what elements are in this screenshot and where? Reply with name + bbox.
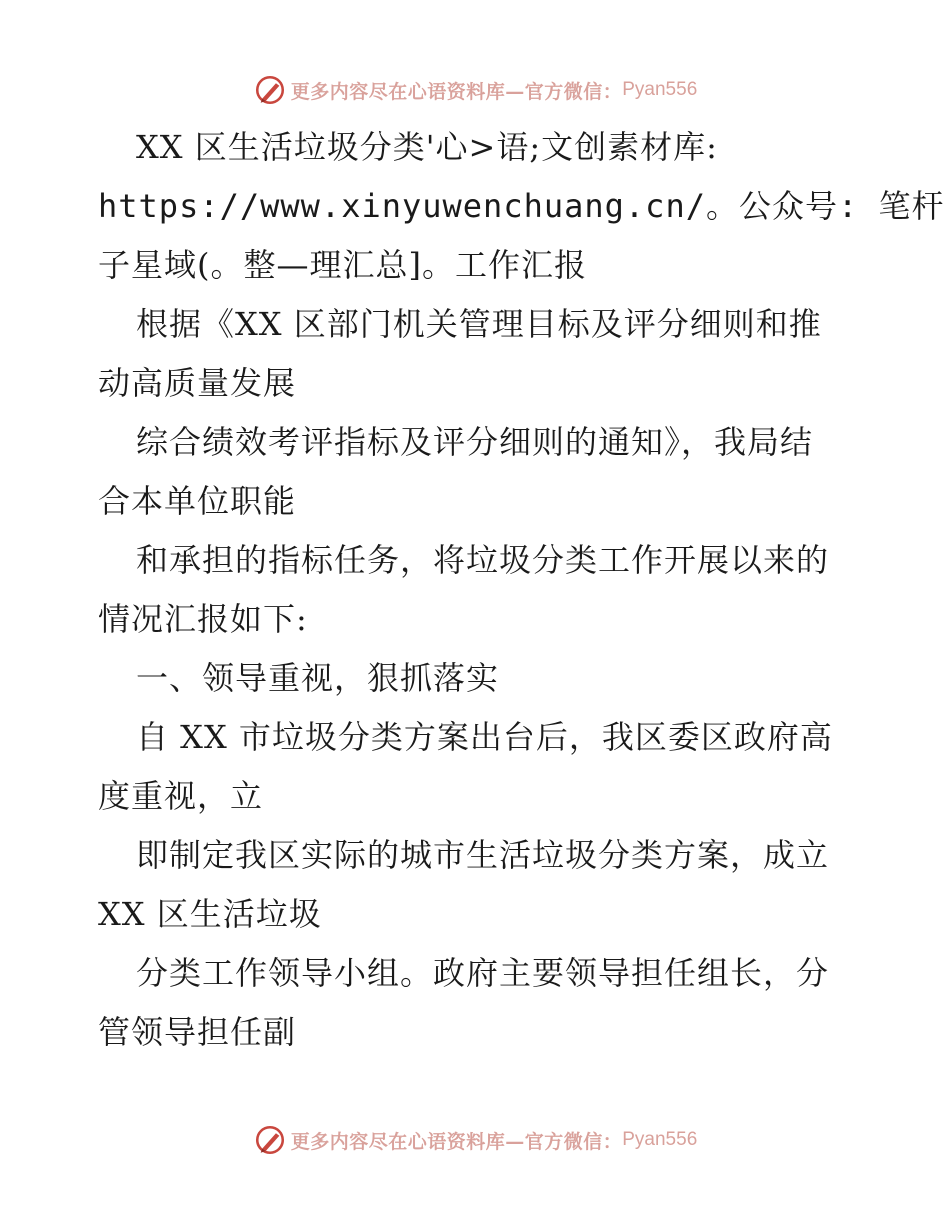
text-line-13: 即制定我区实际的城市生活垃圾分类方案，成立 — [136, 836, 830, 874]
text-line-4: 根据《XX 区部门机关管理目标及评分细则和推 — [136, 305, 822, 343]
section-heading-1: 一、领导重视，狠抓落实 — [136, 659, 500, 697]
pen-logo-icon — [253, 1123, 287, 1157]
header-watermark-banner — [0, 70, 950, 110]
text-line-1: XX 区生活垃圾分类'心>语;文创素材库: — [136, 128, 718, 166]
text-line-8: 和承担的指标任务，将垃圾分类工作开展以来的 — [136, 541, 830, 579]
text-line-16: 管领导担任副 — [98, 1013, 297, 1051]
text-line-6: 综合绩效考评指标及评分细则的通知》，我局结 — [136, 423, 814, 461]
banner-text: 更多内容尽在心语资料库—官方微信： — [290, 1130, 623, 1153]
text-line-3: 子星域(。整—理汇总]。工作汇报 — [98, 246, 587, 284]
banner-handle: Pyan556 — [622, 1129, 698, 1150]
text-line-2: https://www.xinyuwenchuang.cn/。公众号: 笔杆 — [98, 187, 945, 225]
text-line-15: 分类工作领导小组。政府主要领导担任组长，分 — [136, 954, 830, 992]
footer-watermark-banner — [0, 1120, 950, 1160]
text-line-11: 自 XX 市垃圾分类方案出台后，我区委区政府高 — [136, 718, 833, 756]
text-line-14: XX 区生活垃圾 — [98, 895, 322, 933]
text-line-9: 情况汇报如下: — [98, 600, 308, 638]
banner-text: 更多内容尽在心语资料库—官方微信： — [290, 80, 623, 103]
text-line-5: 动高质量发展 — [98, 364, 297, 402]
pen-logo-icon — [253, 73, 287, 107]
document-body — [98, 118, 945, 1062]
text-line-7: 合本单位职能 — [98, 482, 297, 520]
text-line-12: 度重视，立 — [98, 777, 264, 815]
banner-handle: Pyan556 — [622, 79, 698, 100]
